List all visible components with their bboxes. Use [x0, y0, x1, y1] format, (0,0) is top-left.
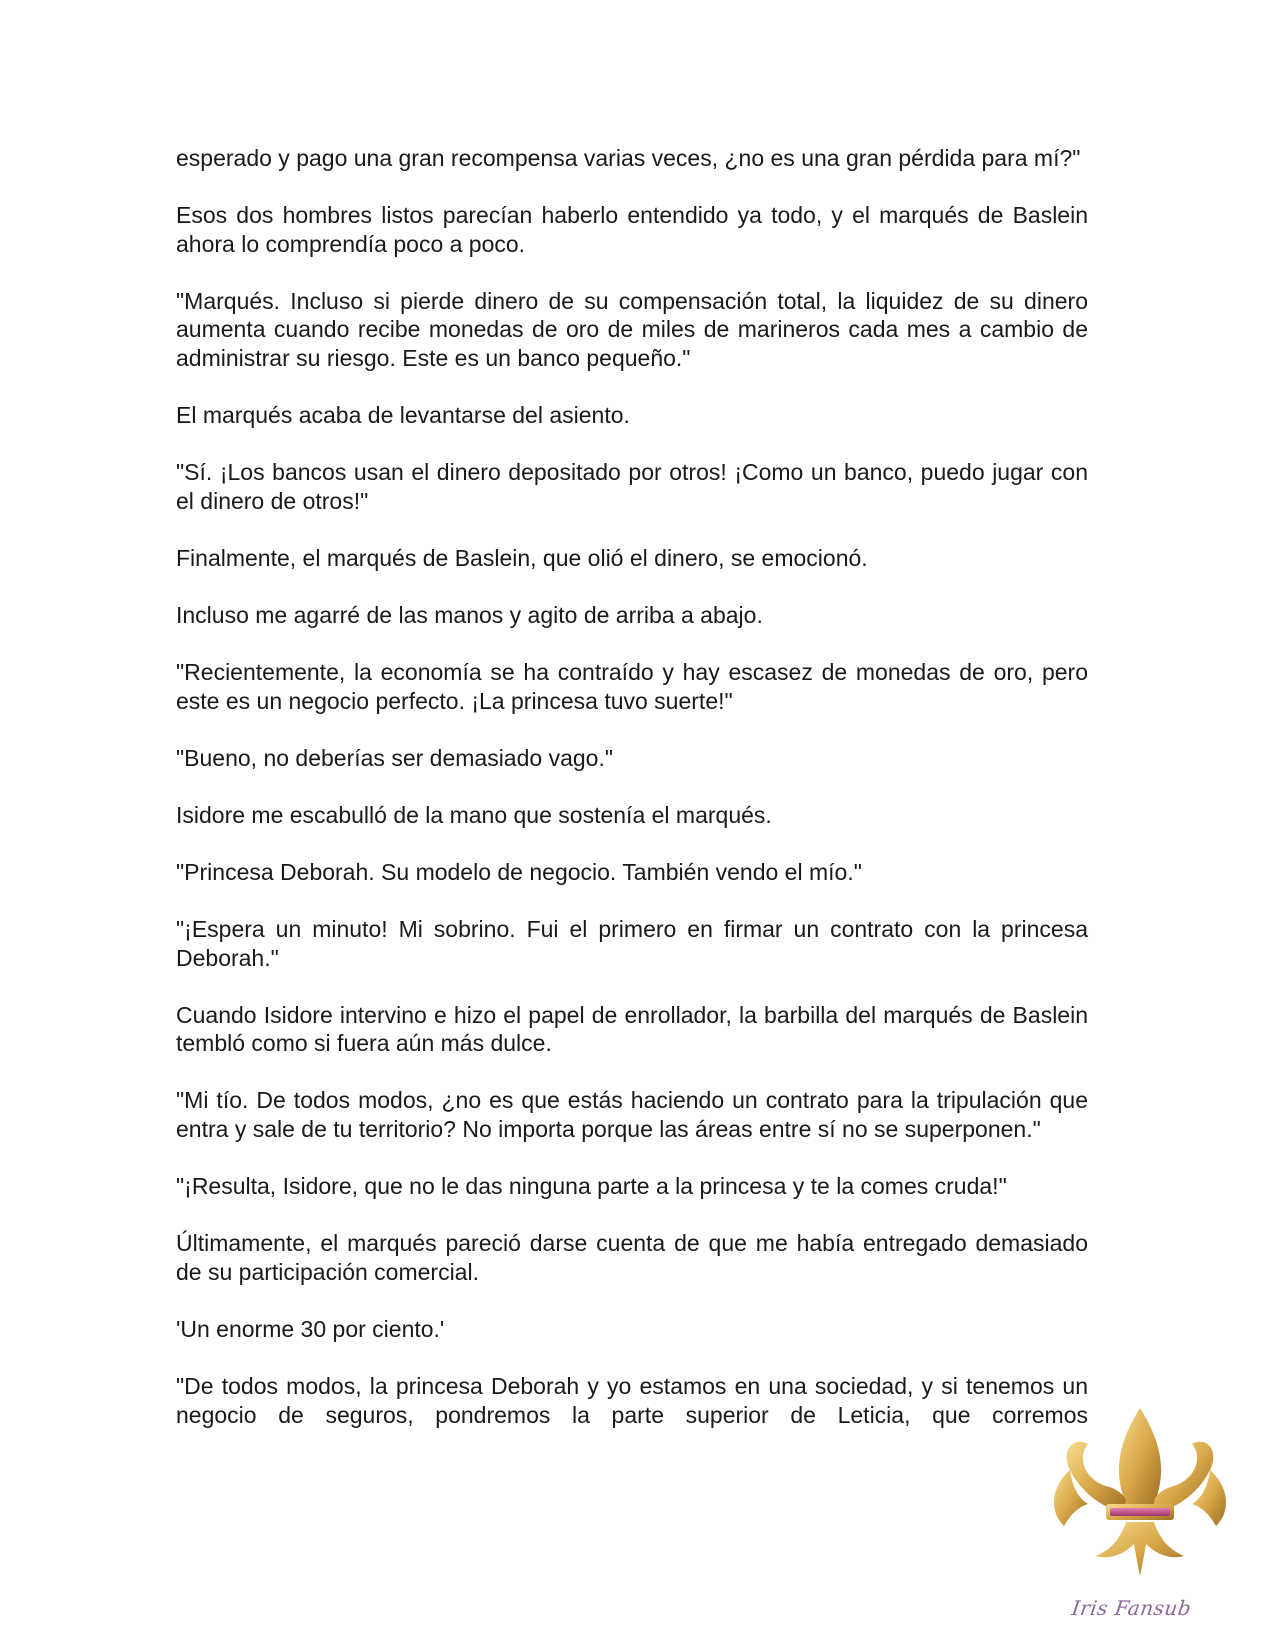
- paragraph: Finalmente, el marqués de Baslein, que olió el dinero, se emocionó.: [176, 544, 868, 571]
- paragraph: Esos dos hombres listos parecían haberlo entendido ya todo, y el marqués de Baslein ahora lo comprendía poco a poco.: [176, 202, 1088, 257]
- paragraph: "Bueno, no deberías ser demasiado vago.": [176, 744, 613, 771]
- fleur-de-lis-icon: [1040, 1400, 1240, 1590]
- paragraph: El marqués acaba de levantarse del asiento.: [176, 402, 630, 429]
- paragraph: Isidore me escabulló de la mano que sostenía el marqués.: [176, 801, 772, 828]
- paragraph: Incluso me agarré de las manos y agito de arriba a abajo.: [176, 601, 763, 628]
- paragraph: "¡Resulta, Isidore, que no le das ninguna parte a la princesa y te la comes cruda!": [176, 1173, 1007, 1200]
- paragraph: Últimamente, el marqués pareció darse cuenta de que me había entregado demasiado de su participación comercial.: [176, 1230, 1088, 1285]
- paragraph: "Recientemente, la economía se ha contraído y hay escasez de monedas de oro, pero este es un negocio perfecto. ¡La princesa tuvo suerte!": [176, 659, 1088, 714]
- paragraph: "¡Espera un minuto! Mi sobrino. Fui el primero en firmar un contrato con la princesa Deborah.": [176, 916, 1088, 971]
- paragraph: "De todos modos, la princesa Deborah y yo estamos en una sociedad, y si tenemos un negocio de seguros, pondremos la parte superior de Leticia, que corremos: [176, 1372, 1088, 1428]
- paragraph: "Marqués. Incluso si pierde dinero de su compensación total, la liquidez de su dinero aumenta cuando recibe monedas de oro de miles de marineros cada mes a cambio de administrar su riesgo. Este es un banco pequeño.": [176, 287, 1088, 371]
- paragraph: "Princesa Deborah. Su modelo de negocio. También vendo el mío.": [176, 858, 862, 885]
- paragraph: "Sí. ¡Los bancos usan el dinero depositado por otros! ¡Como un banco, puedo jugar con el dinero de otros!": [176, 459, 1088, 514]
- paragraph: Cuando Isidore intervino e hizo el papel de enrollador, la barbilla del marqués de Baslein tembló como si fuera aún más dulce.: [176, 1001, 1088, 1057]
- paragraph: "Mi tío. De todos modos, ¿no es que estás haciendo un contrato para la tripulación que entra y sale de tu territorio? No importa porque las áreas entre sí no se superponen.": [176, 1087, 1088, 1142]
- paragraph: 'Un enorme 30 por ciento.': [176, 1315, 445, 1342]
- fansub-watermark: [1040, 1400, 1240, 1630]
- paragraph: esperado y pago una gran recompensa varias veces, ¿no es una gran pérdida para mí?": [176, 145, 1081, 171]
- document-body: [176, 144, 1088, 1458]
- watermark-text: Iris Fansub: [1070, 1596, 1193, 1620]
